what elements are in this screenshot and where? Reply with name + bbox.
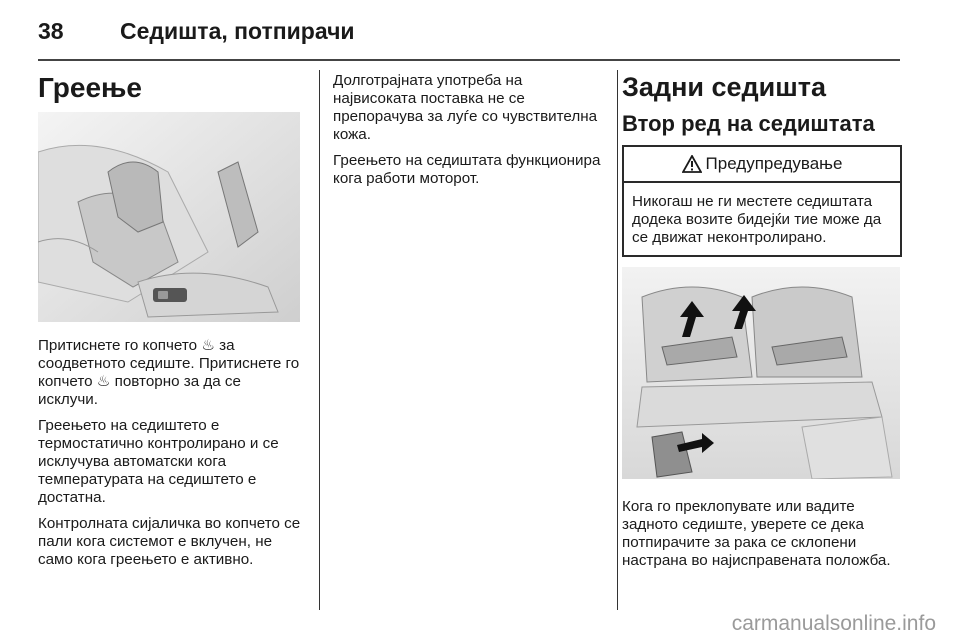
column-3	[622, 72, 902, 578]
subheading-second-row: Втор ред на седиштата	[622, 111, 875, 136]
header-divider	[38, 59, 900, 61]
warning-box	[622, 145, 902, 257]
page-title: Седишта, потпирачи	[120, 18, 355, 44]
rear-seat-figure	[622, 267, 900, 479]
watermark: carmanualsonline.info	[731, 612, 936, 635]
seat-heating-figure	[38, 112, 300, 322]
heating-indicator-note: Контролната сијаличка во копчето се пали кога системот е вклучен, не само кога греењето е активно.	[38, 515, 301, 568]
warning-triangle-icon	[682, 155, 702, 173]
warning-text: Никогаш не ги местете седиштата додека возите бидејќи тие може да се движат неконтролирано.	[632, 193, 882, 246]
page-number: 38	[38, 18, 64, 44]
column-1	[38, 72, 304, 577]
rear-seat-folding-note: Кога го преклопувате или вадите задното седиште, уверете се дека потпирачите за рака се склопени настрана во најисправената положба.	[622, 498, 891, 569]
warning-header	[624, 147, 900, 183]
heating-engine-note: Греењето на седиштата функционира кога работи моторот.	[333, 152, 601, 187]
warning-title: Предупредување	[705, 154, 843, 173]
section-heading-heating: Греење	[38, 72, 143, 103]
column-2	[333, 72, 605, 196]
heating-long-use-note: Долготрајната употреба на највисоката поставка не се препорачува за луѓе со чувствителна кожа.	[333, 72, 598, 143]
column-divider-2	[617, 70, 618, 610]
column-divider-1	[319, 70, 320, 610]
heating-instructions: Притиснете го копчето ♨ за соодветното седиште. Притиснете го копчето ♨ повторно за да се исклучи.	[38, 337, 300, 408]
section-heading-rear-seats: Задни седишта	[622, 72, 826, 102]
page-header	[38, 14, 900, 54]
heating-thermostat-note: Греењето на седиштето е термостатично контролирано и се исклучува автоматски кога температурата на седиштето е достатна.	[38, 417, 279, 506]
